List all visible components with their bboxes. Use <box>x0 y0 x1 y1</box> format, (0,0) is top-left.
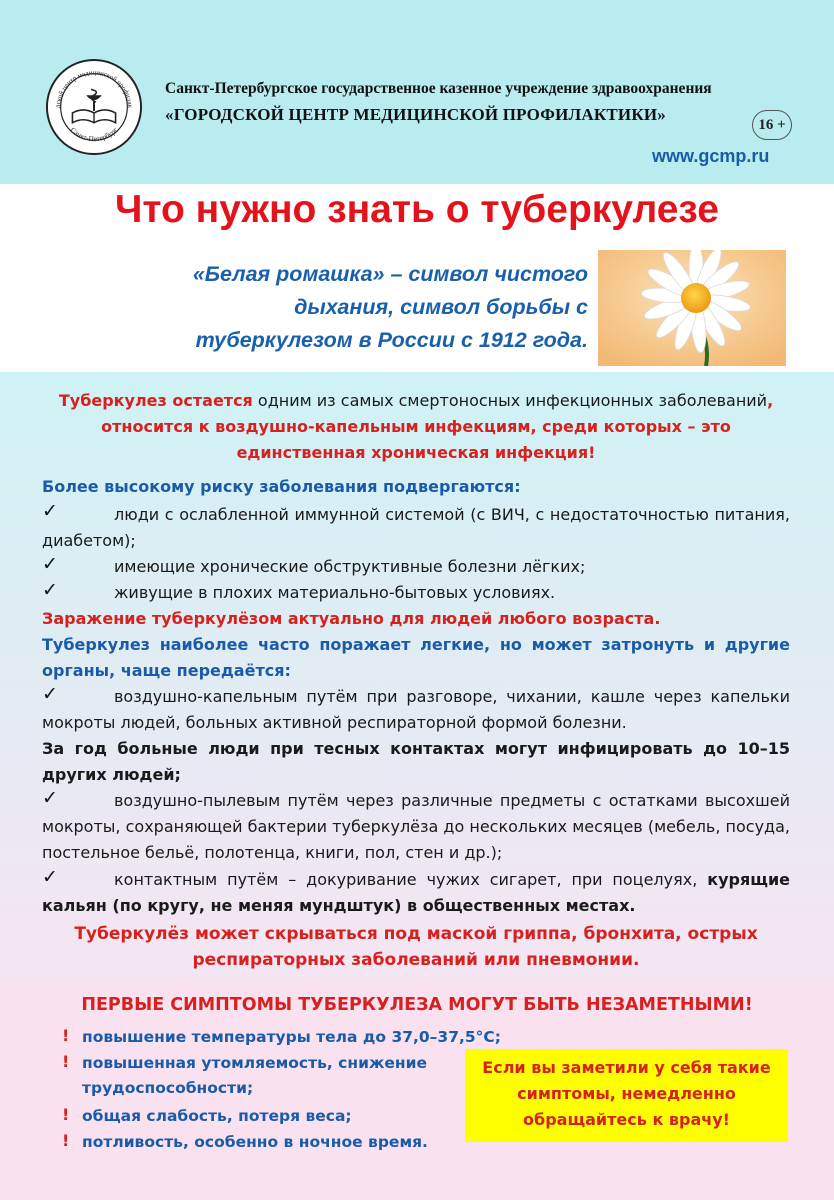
symptom-item: повышение температуры тела до 37,0–37,5°С; <box>82 1028 501 1046</box>
chamomile-flower-icon <box>598 250 786 366</box>
check-icon: ✓ <box>42 500 58 522</box>
organization-name-line2: «ГОРОДСКОЙ ЦЕНТР МЕДИЦИНСКОЙ ПРОФИЛАКТИКИ» <box>165 105 667 124</box>
intro-middle: одним из самых смертоносных инфекционных заболеваний <box>252 391 768 410</box>
symptoms-heading: ПЕРВЫЕ СИМПТОМЫ ТУБЕРКУЛЕЗА МОГУТ БЫТЬ НЕЗАМЕТНЫМИ! <box>81 995 753 1015</box>
page-title: Что нужно знать о туберкулезе <box>114 188 719 231</box>
any-age-warning: Заражение туберкулёзом актуально для людей любого возраста. <box>42 609 661 628</box>
risk-item: люди с ослабленной иммунной системой (с ВИЧ, с недостаточностью питания, диабетом); <box>42 505 790 550</box>
exclamation-icon: ! <box>62 1131 70 1150</box>
check-icon: ✓ <box>42 866 58 888</box>
exclamation-icon: ! <box>62 1026 70 1045</box>
website-link[interactable]: www.gcmp.ru <box>652 146 770 166</box>
intro-tail: , относится к воздушно-капельным инфекциям, среди которых – это единственная хроническая инфекция! <box>101 391 774 462</box>
organization-name-line1: Санкт-Петербургское государственное казенное учреждение здравоохранения <box>165 80 712 97</box>
infection-count-note: За год больные люди при тесных контактах могут инфицировать до 10–15 других людей; <box>42 739 790 784</box>
risk-heading: Более высокому риску заболевания подвергаются: <box>42 477 521 496</box>
transmission-heading: Туберкулез наиболее часто поражает легкие, но может затронуть и другие органы, чаще передаётся: <box>42 635 790 680</box>
intro-lead: Туберкулез остается <box>58 391 253 410</box>
symptom-item: общая слабость, потеря веса; <box>82 1107 352 1125</box>
contact-bold: курящие кальян (по кругу, не меняя мундштук) в общественных местах. <box>42 870 790 915</box>
exclamation-icon: ! <box>62 1052 70 1071</box>
check-icon: ✓ <box>42 579 58 601</box>
logo-text-bottom: Санкт-Петербург <box>68 125 120 144</box>
organization-logo-icon <box>45 58 143 156</box>
chamomile-symbol-text: «Белая ромашка» – символ чистого дыхания, символ борьбы с туберкулезом в России с 1912 года. <box>192 262 588 352</box>
symptom-item: трудоспособности; <box>82 1079 254 1097</box>
mask-warning: Туберкулёз может скрываться под маской гриппа, бронхита, острых респираторных заболеваний или пневмонии. <box>74 924 758 970</box>
transmission-contact <box>42 867 790 919</box>
symptom-item: повышенная утомляемость, снижение <box>82 1054 427 1072</box>
symptom-item: потливость, особенно в ночное время. <box>82 1133 428 1151</box>
risk-item: имеющие хронические обструктивные болезни лёгких; <box>114 557 586 576</box>
check-icon: ✓ <box>42 787 58 809</box>
check-icon: ✓ <box>42 683 58 705</box>
exclamation-icon: ! <box>62 1105 70 1124</box>
age-rating-badge: 16 + <box>752 110 792 140</box>
contact-plain: контактным путём – докуривание чужих сигарет, при поцелуях, <box>114 870 708 889</box>
logo-text-top: дской центр медицинской профилак <box>54 69 134 109</box>
risk-item: живущие в плохих материально-бытовых условиях. <box>114 583 556 602</box>
check-icon: ✓ <box>42 553 58 575</box>
transmission-airborne: воздушно-капельным путём при разговоре, чихании, кашле через капельки мокроты людей, больных активной респираторной формой болезни. <box>42 687 790 732</box>
see-doctor-callout: Если вы заметили у себя такие симптомы, немедленно обращайтесь к врачу! <box>465 1049 788 1142</box>
transmission-dust: воздушно-пылевым путём через различные предметы с остатками высохшей мокроты, сохраняющей бактерии туберкулёза до нескольких месяцев (мебель, посуда, постельное бельё, полотенца, книги, пол, стен и др.); <box>42 791 790 862</box>
intro-paragraph <box>42 388 790 466</box>
